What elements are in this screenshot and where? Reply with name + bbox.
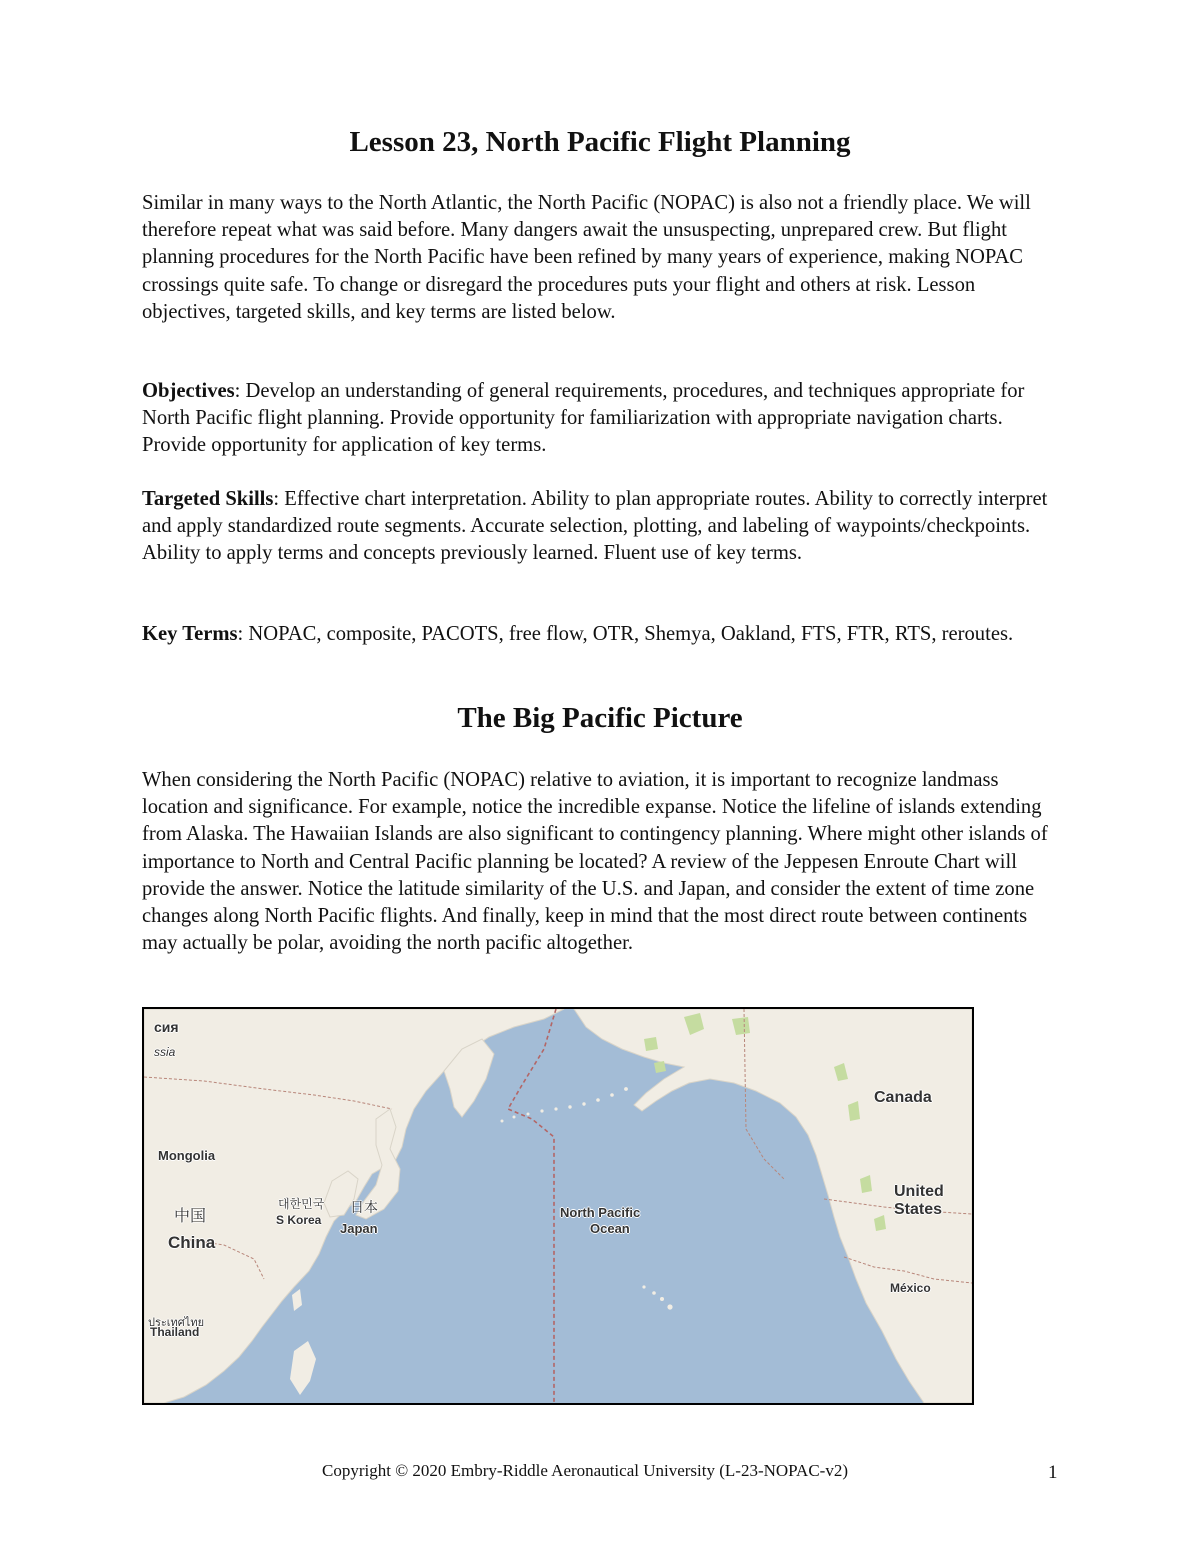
map-label-mexico: México (890, 1281, 931, 1295)
map-label-thailand: Thailand (150, 1325, 200, 1339)
section-title: The Big Pacific Picture (457, 702, 743, 734)
skills-paragraph (142, 486, 1067, 568)
map-label-russia: сия (154, 1019, 179, 1035)
map-label-russia-latin: ssia (154, 1045, 176, 1059)
map-label-japan-native: 日本 (350, 1199, 378, 1215)
section-paragraph: When considering the North Pacific (NOPAC) relative to aviation, it is important to recognize landmass location and significance. For example, notice the incredible expanse. Notice the lifeline of islands extending from Alaska. The Hawaiian Islands are also significant to contingency planning. Where might other islands of importance to North and Central Pacific planning be located? A review of the Jeppesen Enroute Chart will provide the answer. Notice the latitude similarity of the U.S. and Japan, and consider the extent of time zone changes along North Pacific flights. And finally, keep in mind that the most direct route between continents may actually be polar, avoiding the north pacific altogether. (142, 769, 1048, 955)
map-label-mongolia: Mongolia (158, 1148, 216, 1163)
key-terms-text: : NOPAC, composite, PACOTS, free flow, OTR, Shemya, Oakland, FTS, FTR, RTS, reroutes. (237, 623, 1014, 645)
objectives-label: Objectives (142, 380, 235, 402)
map-label-us-line1: United (894, 1183, 944, 1200)
skills-text: : Effective chart interpretation. Ability to plan appropriate routes. Ability to correctly interpret and apply standardized route segments. Accurate selection, plotting, and labeling of waypoints/checkpoints. Ability to apply terms and concepts previously learned. Fluent use of key terms. (142, 488, 1048, 565)
footer-copyright: Copyright © 2020 Embry-Riddle Aeronautical University (L-23-NOPAC-v2) (322, 1461, 848, 1480)
map-label-china-native: 中国 (174, 1208, 207, 1225)
key-terms-label: Key Terms (142, 623, 238, 645)
pacific-map (142, 1007, 974, 1405)
map-label-thailand-native: ประเทศไทย (148, 1317, 205, 1329)
map-label-us-line2: States (894, 1201, 943, 1218)
map-label-ocean-line2: Ocean (590, 1221, 630, 1236)
intro-paragraph: Similar in many ways to the North Atlantic, the North Pacific (NOPAC) is also not a friendly place. We will therefore repeat what was said before. Many dangers await the unsuspecting, unprepared crew. But flight planning procedures for the North Pacific have been refined by many years of experience, making NOPAC crossings quite safe. To change or disregard the procedures puts your flight and others at risk. Lesson objectives, targeted skills, and key terms are listed below. (142, 192, 1031, 323)
map-label-ocean-line1: North Pacific (560, 1205, 641, 1220)
map-label-canada: Canada (874, 1089, 932, 1106)
map-label-china: China (168, 1233, 216, 1252)
map-label-japan: Japan (340, 1221, 378, 1236)
map-label-korea: S Korea (276, 1213, 322, 1227)
lesson-title: Lesson 23, North Pacific Flight Planning (349, 126, 851, 158)
map-label-korea-native: 대한민국 (278, 1197, 325, 1211)
key-terms-paragraph (142, 621, 1067, 648)
page-number: 1 (1048, 1462, 1058, 1483)
map-graphic (144, 1009, 972, 1403)
objectives-text: : Develop an understanding of general requirements, procedures, and techniques appropriate for North Pacific flight planning. Provide opportunity for familiarization with appropriate navigation charts. Provide opportunity for application of key terms. (142, 380, 1025, 457)
objectives-paragraph (142, 378, 1067, 460)
skills-label: Targeted Skills (142, 488, 274, 510)
